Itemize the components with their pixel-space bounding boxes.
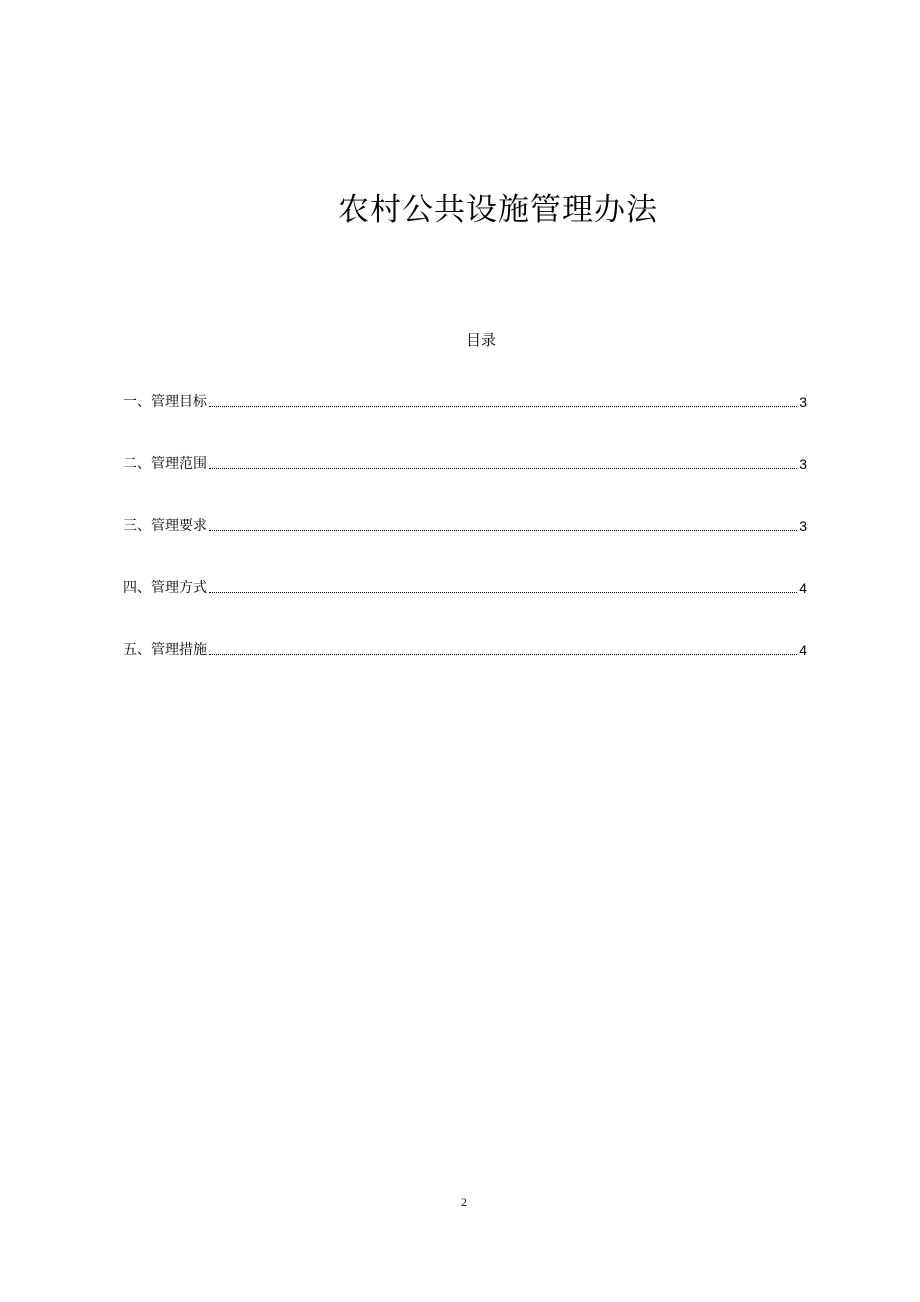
toc-entry-management-measures[interactable] [123, 638, 807, 662]
toc-entry-label: 五、管理措施 [123, 642, 207, 658]
toc-entry-label: 四、管理方式 [123, 580, 207, 596]
toc-entry-management-scope[interactable] [123, 452, 807, 476]
toc-dot-leader [209, 654, 797, 655]
toc-entry-page: 4 [799, 642, 807, 658]
toc-entry-label: 三、管理要求 [123, 518, 207, 534]
toc-dot-leader [209, 468, 797, 469]
toc-entry-label: 一、管理目标 [123, 394, 207, 410]
toc-entry-page: 3 [799, 456, 807, 472]
toc-dot-leader [209, 406, 797, 407]
toc-dot-leader [209, 592, 797, 593]
page-number: 2 [461, 1195, 467, 1209]
table-of-contents [123, 390, 807, 700]
toc-entry-page: 3 [799, 518, 807, 534]
toc-entry-page: 3 [799, 394, 807, 410]
document-title: 农村公共设施管理办法 [338, 192, 658, 228]
toc-heading: 目录 [465, 331, 496, 349]
toc-entry-management-requirements[interactable] [123, 514, 807, 538]
toc-dot-leader [209, 530, 797, 531]
toc-entry-label: 二、管理范围 [123, 456, 207, 472]
toc-entry-management-goals[interactable] [123, 390, 807, 414]
toc-entry-management-methods[interactable] [123, 576, 807, 600]
toc-entry-page: 4 [799, 580, 807, 596]
